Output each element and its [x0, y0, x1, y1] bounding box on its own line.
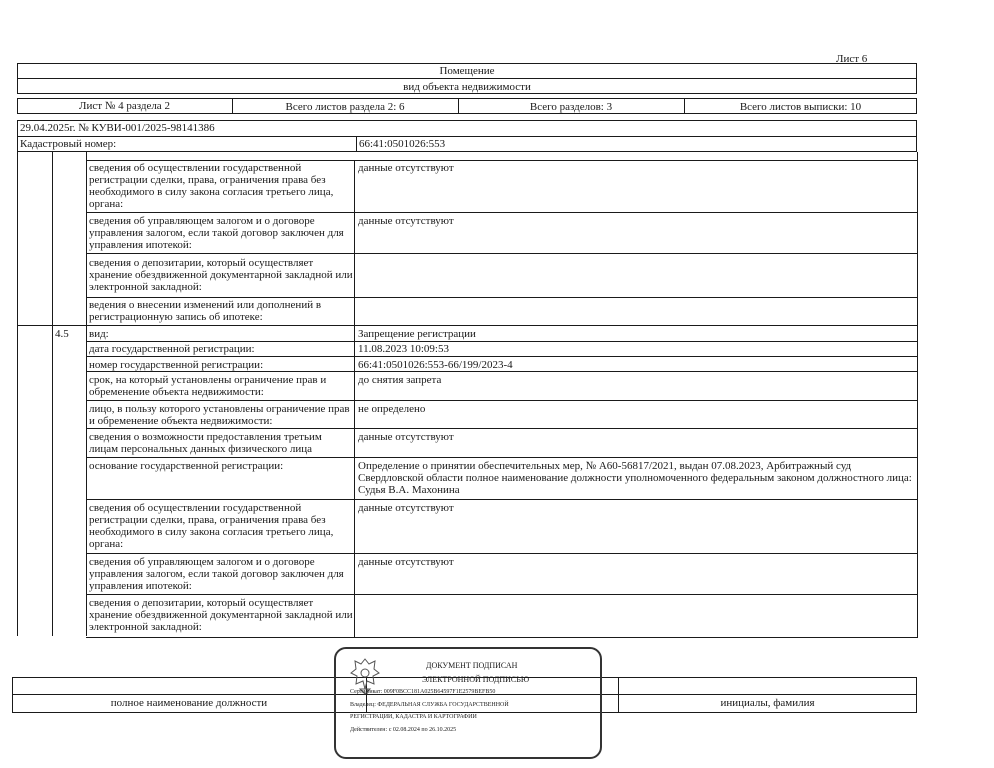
top-row-label-4: ведения о внесении изменений или дополнений в регистрационную запись об ипотеке:	[89, 299, 322, 323]
stamp-validity: Действителен: с 02.08.2024 по 26.10.2025	[350, 727, 457, 733]
s45-value-6: данные отсутствуют	[358, 431, 454, 443]
s45-value-5: не определено	[358, 403, 426, 415]
s45-label-7: основание государственной регистрации:	[89, 460, 284, 472]
s45-label-5: лицо, в пользу которого установлены ограничение прав и обременение объекта недвижимости:	[89, 403, 350, 427]
stamp-line1: ДОКУМЕНТ ПОДПИСАН	[426, 661, 518, 670]
section-number: 4.5	[55, 328, 69, 340]
electronic-signature-stamp	[334, 647, 602, 759]
stamp-owner: Владелец: ФЕДЕРАЛЬНАЯ СЛУЖБА ГОСУДАРСТВЕННОЙ	[350, 702, 509, 708]
s45-value-9: данные отсутствуют	[358, 556, 454, 568]
stamp-owner2: РЕГИСТРАЦИИ, КАДАСТРА И КАРТОГРАФИИ	[350, 714, 477, 720]
top-row-label-2: сведения об управляющем залогом и о договоре управления залогом, если такой договор заключен для управления ипотекой:	[89, 215, 344, 251]
section-sheet: Лист № 4 раздела 2	[79, 100, 170, 112]
doc-number: 29.04.2025г. № КУВИ-001/2025-98141386	[20, 122, 215, 134]
top-row-value-2: данные отсутствуют	[358, 215, 454, 227]
name-caption: инициалы, фамилия	[720, 697, 815, 709]
section-sheets-total: Всего листов раздела 2: 6	[285, 101, 405, 113]
s45-value-4: до снятия запрета	[358, 374, 442, 386]
s45-value-8: данные отсутствуют	[358, 502, 454, 514]
stamp-certificate: Сертификат: 009F0BCC181A025B64597F1E2579BEFB50	[350, 689, 496, 695]
top-row-value-1: данные отсутствуют	[358, 162, 454, 174]
s45-label-10: сведения о депозитарии, который осуществляет хранение обездвиженной документарной закладной или электронной закладной:	[89, 597, 353, 633]
top-row-label-1: сведения об осуществлении государственной регистрации сделки, права, ограничения права без необходимого в силу закона согласия третьего лица, органа:	[89, 162, 334, 210]
s45-label-9: сведения об управляющем залогом и о договоре управления залогом, если такой договор заключен для управления ипотекой:	[89, 556, 344, 592]
object-title: Помещение	[439, 65, 495, 77]
stamp-line2: ЭЛЕКТРОННОЙ ПОДПИСЬЮ	[422, 675, 530, 684]
sheet-number: Лист 6	[836, 53, 868, 65]
s45-label-3: номер государственной регистрации:	[89, 359, 264, 371]
sections-total: Всего разделов: 3	[529, 101, 613, 113]
object-subtitle: вид объекта недвижимости	[403, 81, 531, 93]
s45-label-6: сведения о возможности предоставления третьим лицам персональных данных физического лица	[89, 431, 322, 455]
cadastral-label: Кадастровый номер:	[20, 138, 117, 150]
s45-label-1: вид:	[89, 328, 109, 340]
s45-value-2: 11.08.2023 10:09:53	[358, 343, 449, 355]
s45-value-1: Запрещение регистрации	[358, 328, 476, 340]
extract-sheets-total: Всего листов выписки: 10	[739, 101, 862, 113]
s45-value-7: Определение о принятии обеспечительных мер, № А60-56817/2021, выдан 07.08.2023, Арбитражный суд Свердловской области полное наименование должности уполномоченного федеральным законом должностного лица: Судья В.А. Махонина	[358, 460, 912, 496]
position-caption: полное наименование должности	[110, 697, 268, 709]
cadastral-value: 66:41:0501026:553	[359, 138, 446, 150]
s45-label-8: сведения об осуществлении государственной регистрации сделки, права, ограничения права без необходимого в силу закона согласия третьего лица, органа:	[89, 502, 334, 550]
s45-label-4: срок, на который установлены ограничение прав и обременение объекта недвижимости:	[89, 374, 327, 398]
s45-label-2: дата государственной регистрации:	[89, 343, 255, 355]
s45-value-3: 66:41:0501026:553-66/199/2023-4	[358, 359, 513, 371]
top-row-label-3: сведения о депозитарии, который осуществляет хранение обездвиженной документарной закладной или электронной закладной:	[89, 257, 353, 293]
